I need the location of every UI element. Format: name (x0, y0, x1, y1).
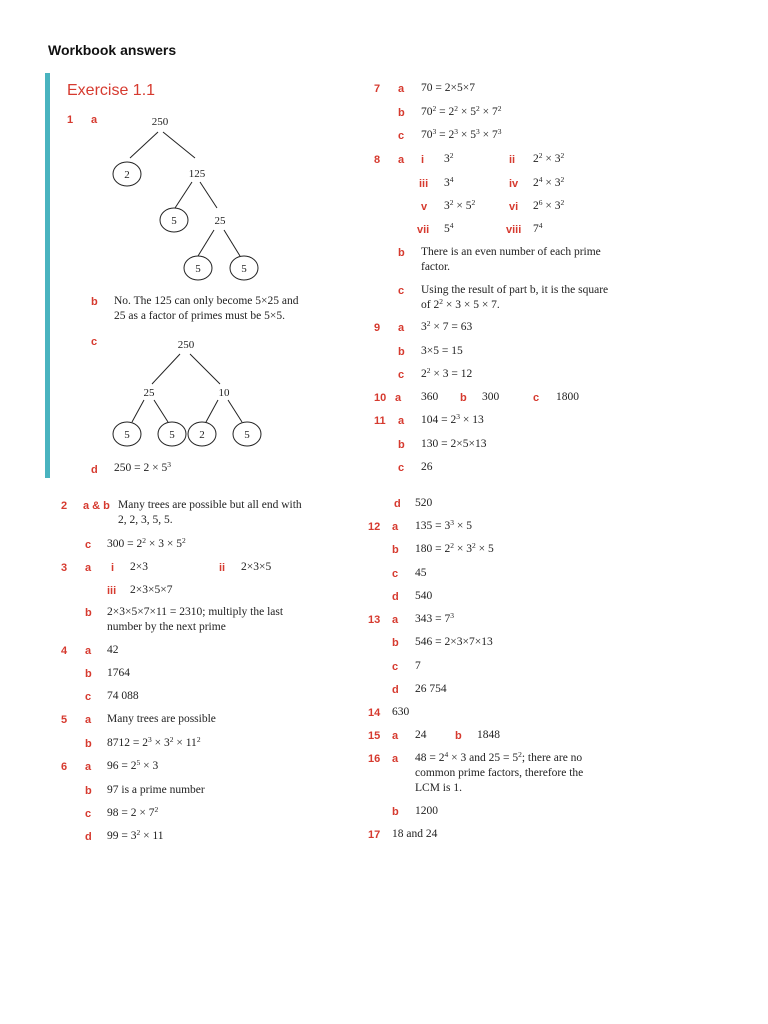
q8-ii-label: ii (509, 154, 516, 166)
q5-number: 5 (61, 714, 68, 726)
q13-number: 13 (368, 614, 381, 626)
q7-c-label: c (398, 130, 405, 142)
q7-a-label: a (398, 83, 405, 95)
q1c-node-10: 10 (218, 387, 230, 399)
q2-c-label: c (85, 539, 92, 551)
q9-a-label: a (398, 322, 405, 334)
q13-c-answer: 7 (415, 660, 421, 672)
q1-b-line1: No. The 125 can only become 5×25 and (114, 295, 299, 307)
q11-c-answer: 26 (421, 461, 433, 473)
q12-number: 12 (368, 521, 381, 533)
page-title: Workbook answers (48, 42, 177, 58)
q2-ab-label: a & b (83, 500, 110, 512)
q10-c-answer: 1800 (556, 391, 579, 403)
q8-vi-label: vi (509, 201, 519, 213)
q12-b-answer: $180 = 2^2 \times 3^2 \times 5$ (415, 541, 494, 555)
q16-a-label: a (392, 753, 399, 765)
q10-b-answer: 300 (482, 391, 500, 403)
q2-ab-line1: Many trees are possible but all end with (118, 499, 302, 511)
q17-number: 17 (368, 829, 381, 841)
q1c-factor-tree (100, 334, 280, 454)
q14-answer: 630 (392, 706, 410, 718)
q11-a-answer: $104 = 2^3 \times 13$ (421, 412, 484, 426)
q13-a-answer: $343 = 7^3$ (415, 611, 454, 625)
q1c-leaf-2: 2 (199, 429, 205, 441)
q9-c-answer: $2^2 \times 3 = 12$ (421, 366, 473, 380)
q3-b-label: b (85, 607, 92, 619)
q4-b-label: b (85, 668, 92, 680)
q5-a-label: a (85, 714, 92, 726)
q12-c-answer: 45 (415, 567, 427, 579)
q13-d-answer: 26 754 (415, 683, 447, 695)
q1a-node-25: 25 (214, 215, 226, 227)
q1-d-exponent: 3 (167, 460, 171, 469)
q1c-leaf-5: 5 (124, 429, 130, 441)
q8-iv-answer: $2^4 \times 3^2$ (533, 175, 565, 189)
q1-d-base: 250 = 2 × 5 (114, 462, 168, 474)
q3-iii-label: iii (107, 585, 117, 597)
q17-answer: 18 and 24 (392, 828, 438, 840)
q5-b-label: b (85, 738, 92, 750)
q3-a-label: a (85, 562, 92, 574)
q11-number: 11 (374, 415, 386, 427)
q3-ii-label: ii (219, 562, 226, 574)
q13-d-label: d (392, 684, 399, 696)
q1c-node-250: 250 (177, 339, 195, 351)
q6-b-label: b (85, 785, 92, 797)
q1-a-label: a (91, 114, 98, 126)
q1c-leaf-5: 5 (169, 429, 175, 441)
q1-b-label: b (91, 296, 98, 308)
q7-a-answer: 70 = 2×5×7 (421, 82, 475, 94)
q6-a-label: a (85, 761, 92, 773)
q4-b-answer: 1764 (107, 667, 130, 679)
q1a-node-5: 5 (241, 263, 247, 275)
q13-b-answer: 546 = 2×3×7×13 (415, 636, 493, 648)
q1-b-line2: 25 as a factor of primes must be 5×5. (114, 310, 285, 322)
q4-number: 4 (61, 645, 68, 657)
q12-c-label: c (392, 568, 399, 580)
q11-c-label: c (398, 462, 405, 474)
q1c-leaf-5: 5 (244, 429, 250, 441)
q15-b-answer: 1848 (477, 729, 500, 741)
q1-d-label: d (91, 464, 98, 476)
q12-d-answer: 540 (415, 590, 433, 602)
q1a-node-125: 125 (188, 168, 206, 180)
q6-d-label: d (85, 831, 92, 843)
q11-d-answer: 520 (415, 497, 433, 509)
q11-b-label: b (398, 439, 405, 451)
q15-a-label: a (392, 730, 399, 742)
q6-a-answer: $96 = 2^5 \times 3$ (107, 758, 159, 772)
q1a-node-2: 2 (124, 169, 130, 181)
q8-i-label: i (421, 154, 425, 166)
q3-b-line2: number by the next prime (107, 621, 226, 633)
q16-a-line1: $48 = 2^4 \times 3$ and $25 = 5^2$; there are no (415, 750, 583, 764)
q4-a-label: a (85, 645, 92, 657)
q15-number: 15 (368, 730, 381, 742)
q13-c-label: c (392, 661, 399, 673)
q8-c-line1: Using the result of part b, it is the square (421, 284, 609, 296)
q9-c-label: c (398, 369, 405, 381)
q8-viii-label: viii (506, 224, 522, 236)
q1-c-label: c (91, 336, 98, 348)
exercise-sidebar-bar (45, 73, 50, 478)
q7-b-label: b (398, 107, 405, 119)
q1a-node-5: 5 (195, 263, 201, 275)
q8-iv-label: iv (509, 178, 519, 190)
q13-b-label: b (392, 637, 399, 649)
q1-number: 1 (67, 114, 74, 126)
q7-number: 7 (374, 83, 381, 95)
q16-b-answer: 1200 (415, 805, 438, 817)
q12-d-label: d (392, 591, 399, 603)
q3-i-answer: 2×3 (130, 561, 148, 573)
q9-b-answer: 3×5 = 15 (421, 345, 463, 357)
q10-a-answer: 360 (421, 391, 439, 403)
q4-a-answer: 42 (107, 644, 119, 656)
q8-iii-label: iii (419, 178, 429, 190)
q10-c-label: c (533, 392, 540, 404)
q8-ii-answer: $2^2 \times 3^2$ (533, 151, 565, 165)
q12-a-answer: $135 = 3^3 \times 5$ (415, 518, 472, 532)
q1a-node-250: 250 (151, 116, 169, 128)
q1a-factor-tree (100, 110, 280, 285)
q5-b-answer: $8712 = 2^3 \times 3^2 \times 11^2$ (107, 735, 201, 749)
q8-c-line2: of $2^2 \times 3 \times 5 \times 7$. (421, 297, 500, 311)
q8-vii-label: vii (417, 224, 430, 236)
q6-b-answer: 97 is a prime number (107, 784, 205, 796)
q6-c-label: c (85, 808, 92, 820)
q5-a-answer: Many trees are possible (107, 713, 216, 725)
q11-a-label: a (398, 415, 405, 427)
q8-number: 8 (374, 154, 381, 166)
q8-viii-answer: $7^4$ (533, 221, 543, 235)
q10-number: 10 (374, 392, 387, 404)
q8-vii-answer: $5^4$ (444, 221, 454, 235)
q16-b-label: b (392, 806, 399, 818)
q1a-node-5: 5 (171, 215, 177, 227)
q1c-node-25: 25 (143, 387, 155, 399)
q16-number: 16 (368, 753, 381, 765)
q3-i-label: i (111, 562, 115, 574)
q12-b-label: b (392, 544, 399, 556)
q8-b-line1: There is an even number of each prime (421, 246, 601, 258)
q3-iii-answer: 2×3×5×7 (130, 584, 173, 596)
q15-b-label: b (455, 730, 462, 742)
q8-c-label: c (398, 285, 405, 297)
q1-d-answer (114, 461, 171, 476)
q4-c-label: c (85, 691, 92, 703)
q3-number: 3 (61, 562, 68, 574)
q13-a-label: a (392, 614, 399, 626)
q15-a-answer: 24 (415, 729, 427, 741)
q14-number: 14 (368, 707, 381, 719)
q6-d-answer: $99 = 3^2 \times 11$ (107, 828, 164, 842)
q16-a-line2: common prime factors, therefore the (415, 767, 584, 779)
q9-a-answer: $3^2 \times 7 = 63$ (421, 319, 473, 333)
q9-number: 9 (374, 322, 381, 334)
q8-i-answer: $3^2$ (444, 151, 454, 165)
q8-a-label: a (398, 154, 405, 166)
q4-c-answer: 74 088 (107, 690, 139, 702)
q8-iii-answer: $3^4$ (444, 175, 454, 189)
q12-a-label: a (392, 521, 399, 533)
q11-b-answer: 130 = 2×5×13 (421, 438, 487, 450)
q10-a-label: a (395, 392, 402, 404)
q2-number: 2 (61, 500, 68, 512)
q10-b-label: b (460, 392, 467, 404)
q8-b-label: b (398, 247, 405, 259)
q7-b-answer: $70^2 = 2^2 \times 5^2 \times 7^2$ (421, 104, 502, 118)
q8-b-line2: factor. (421, 261, 451, 273)
q9-b-label: b (398, 346, 405, 358)
q2-ab-line2: 2, 2, 3, 5, 5. (118, 514, 173, 526)
q6-c-answer: $98 = 2 \times 7^2$ (107, 805, 159, 819)
exercise-title: Exercise 1.1 (67, 82, 156, 99)
q16-a-line3: LCM is 1. (415, 782, 462, 794)
q8-vi-answer: $2^6 \times 3^2$ (533, 198, 565, 212)
q3-ii-answer: 2×3×5 (241, 561, 272, 573)
q7-c-answer: $70^3 = 2^3 \times 5^3 \times 7^3$ (421, 127, 502, 141)
q8-v-label: v (421, 201, 428, 213)
q8-v-answer: $3^2 \times 5^2$ (444, 198, 476, 212)
q2-c-answer: $300 = 2^2 \times 3 \times 5^2$ (107, 536, 186, 550)
q11-d-label: d (394, 498, 401, 510)
q3-b-line1: 2×3×5×7×11 = 2310; multiply the last (107, 606, 284, 618)
q6-number: 6 (61, 761, 68, 773)
